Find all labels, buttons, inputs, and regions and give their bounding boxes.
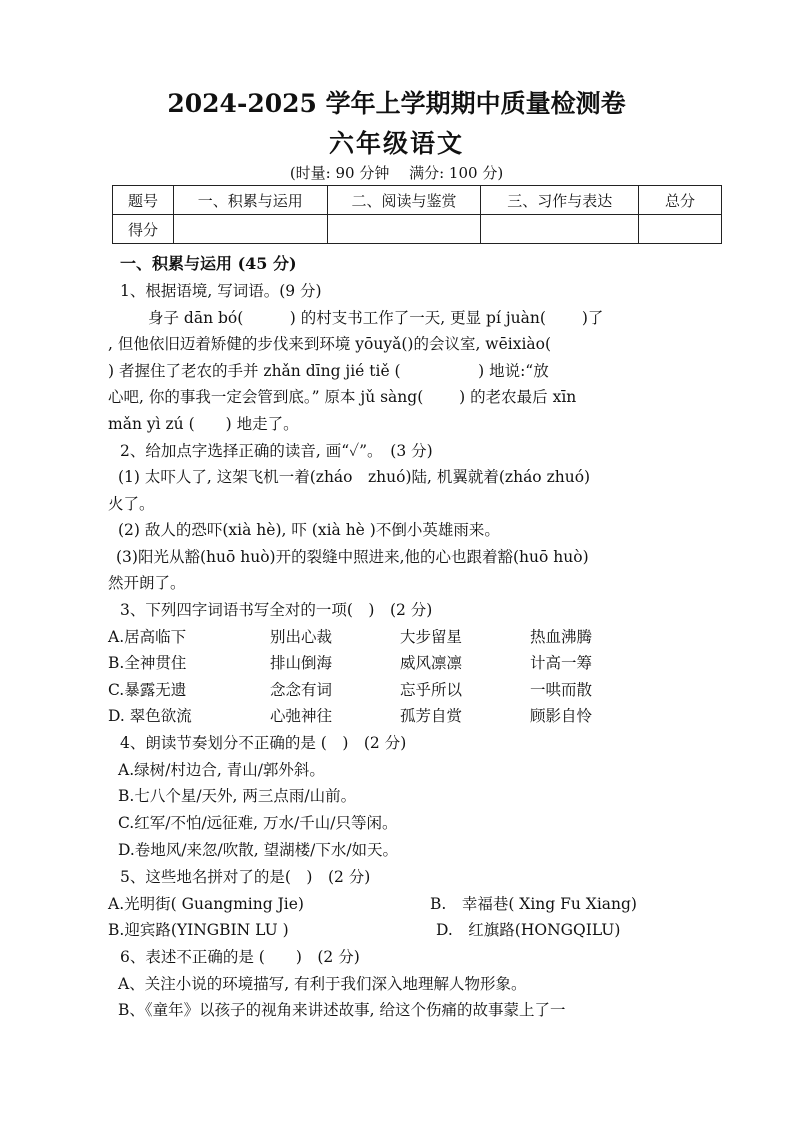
score-table-header-row: [113, 186, 722, 215]
score-table-cell: 题号: [113, 186, 174, 215]
section-heading: 一、积累与运用 (45 分): [120, 254, 297, 273]
question-text-line: mǎn yì zú ( ) 地走了。: [108, 415, 299, 433]
option-line: B、《童年》以孩子的视角来讲述故事, 给这个伤痛的故事蒙上了一: [118, 1001, 566, 1019]
score-table-cell: 一、积累与运用: [173, 186, 327, 215]
score-input-cell[interactable]: [327, 215, 481, 244]
question-text-line: 火了。: [108, 495, 155, 513]
option-word: 别出心裁: [270, 628, 333, 646]
question-text-line: (2) 敌人的恐吓(xià hè), 吓 (xià hè )不倒小英雄雨来。: [118, 521, 500, 539]
option-word: 一哄而散: [530, 681, 593, 699]
option-word: C.暴露无遗: [108, 681, 187, 699]
option-word: B.全神贯住: [108, 654, 187, 672]
question-title: 2、给加点字选择正确的读音, 画“✓”。 (3 分): [120, 442, 433, 460]
exam-info: (时量: 90 分钟 满分: 100 分): [289, 164, 504, 182]
score-input-cell[interactable]: [173, 215, 327, 244]
score-table-cell: 总分: [639, 186, 722, 215]
question-text-line: 心吧, 你的事我一定会管到底。” 原本 jǔ sàng( ) 的老农最后 xīn: [108, 388, 577, 406]
question-text-line: (3)阳光从豁(huō huò)开的裂缝中照进来,他的心也跟着豁(huō huò): [116, 548, 589, 566]
option-line: B.迎宾路(YINGBIN LU ): [108, 921, 289, 939]
exam-title: 2024-2025 学年上学期期中质量检测卷: [167, 89, 626, 118]
score-input-cell[interactable]: [639, 215, 722, 244]
score-table-cell: 三、习作与表达: [481, 186, 639, 215]
option-word: 顾影自怜: [530, 707, 593, 725]
option-word: 威风凛凛: [400, 654, 463, 672]
question-text-line: 身子 dān bó( ) 的村支书工作了一天, 更显 pí juàn( )了: [148, 309, 604, 327]
option-line: D.卷地风/来忽/吹散, 望湖楼/下水/如天。: [118, 841, 399, 859]
option-word: 念念有词: [270, 681, 333, 699]
question-title: 4、朗读节奏划分不正确的是 ( ) (2 分): [120, 734, 407, 752]
option-word: 计高一筹: [530, 654, 593, 672]
score-table-score-row: [113, 215, 722, 244]
option-line: A.光明街( Guangming Jie): [108, 895, 304, 913]
score-table-cell: 二、阅读与鉴赏: [327, 186, 481, 215]
option-word: 孤芳自赏: [400, 707, 463, 725]
option-word: 心弛神往: [270, 707, 333, 725]
exam-grade-subject: 六年级语文: [328, 129, 464, 158]
option-line: C.红军/不怕/远征难, 万水/千山/只等闲。: [118, 814, 398, 832]
option-word: 忘乎所以: [400, 681, 463, 699]
score-table: [112, 185, 722, 244]
option-line: D. 红旗路(HONGQILU): [436, 921, 621, 939]
question-title: 6、表述不正确的是 ( ) (2 分): [120, 948, 360, 966]
question-title: 3、下列四字词语书写全对的一项( ) (2 分): [120, 601, 433, 619]
score-table-cell: 得分: [113, 215, 174, 244]
question-title: 5、这些地名拼对了的是( ) (2 分): [120, 868, 371, 886]
question-title: 1、根据语境, 写词语。(9 分): [120, 282, 322, 300]
option-line: B. 幸福巷( Xing Fu Xiang): [430, 895, 637, 913]
option-word: A.居高临下: [108, 628, 187, 646]
option-line: A、关注小说的环境描写, 有利于我们深入地理解人物形象。: [118, 975, 527, 993]
question-text-line: 然开朗了。: [108, 574, 186, 592]
score-input-cell[interactable]: [481, 215, 639, 244]
question-text-line: (1) 太吓人了, 这架飞机一着(zháo zhuó)陆, 机翼就着(zháo zhuó): [118, 468, 591, 486]
option-word: 热血沸腾: [530, 628, 593, 646]
question-text-line: ) 者握住了老农的手并 zhǎn dīng jié tiě ( ) 地说:“放: [108, 362, 549, 380]
option-word: D. 翠色欲流: [108, 707, 192, 725]
option-line: B.七八个星/天外, 两三点雨/山前。: [118, 787, 357, 805]
option-line: A.绿树/村边合, 青山/郭外斜。: [118, 761, 325, 779]
option-word: 排山倒海: [270, 654, 333, 672]
question-text-line: , 但他依旧迈着矫健的步伐来到环境 yōuyǎ()的会议室, wēixiào(: [108, 335, 552, 353]
option-word: 大步留星: [400, 628, 463, 646]
